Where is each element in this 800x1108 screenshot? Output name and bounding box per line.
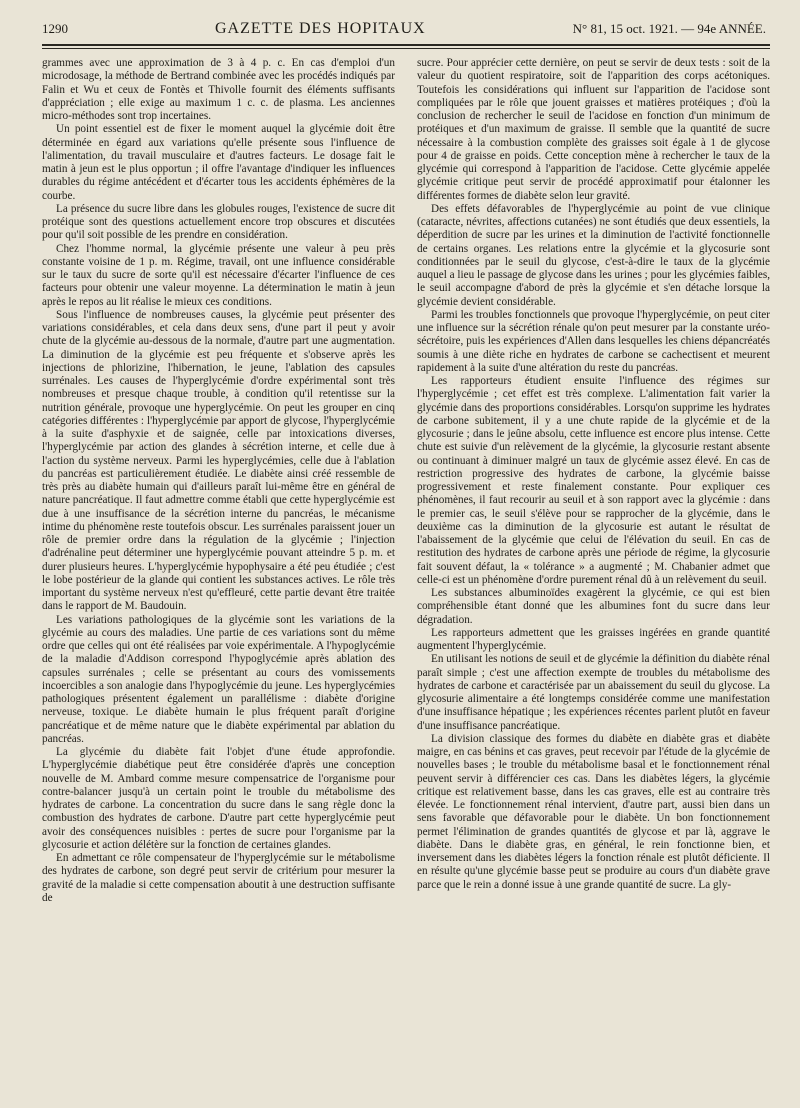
text-columns xyxy=(42,57,770,905)
paragraph: Des effets défavorables de l'hyperglycémie au point de vue clinique (cataracte, névrites, affections cutanées) ne sont étudiés que deux essentiels, la déperdition de sucre par les urines et la diminution de l'activité fonctionnelle de certains organes. Les relations entre la glycémie et la glycosurie sont conditionnées par le seuil du glycose, c'est-à-dire le taux de la glycémie auquel a lieu le passage de glycose dans les urines ; pour les glycémies faibles, le seuil accompagne d'abord de près la glycémie et s'en détache lorsque la glycémie devient considérable. xyxy=(417,202,770,308)
paragraph: Sous l'influence de nombreuses causes, la glycémie peut présenter des variations considérables, et cela dans deux sens, d'une part il peut y avoir chute de la glycémie au-dessous de la normale, d'autre part une augmentation. La diminution de la glycémie est peu fréquente et s'observe après les injections de phlorizine, l'hibernation, le jeune, l'ablation des capsules surrénales. Les causes de l'hyperglycémie d'ordre expérimental sont très nombreuses et presque chaque trouble, à condition qu'il retentisse sur la nutrition générale, provoque une hyperglycémie. On peut les grouper en cinq catégories différentes : l'hyperglycémie par apport de glycose, l'hyperglycémie à la suite d'asphyxie et de saignée, celle par intoxications diverses, l'hyperglycémie par action des glandes à sécrétion interne, et celle due à l'action du système nerveux. Parmi les hyperglycémies, celle due à l'ablation du pancréas est particulièrement étudiée. Le diabète ainsi créé ressemble de très près au diabète humain qui d'ailleurs paraît lui-même être en général de nature pancréatique. Il faut admettre comme établi que cette hyperglycémie est due à une insuffisance de la sécrétion interne du pancréas, le mécanisme intime du phénomène reste toutefois obscur. Les surrénales paraissent jouer un rôle de premier ordre dans la régulation de la glycémie ; l'injection d'adrénaline peut déterminer une hyperglycémie pouvant atteindre 5 p. m. et durer plusieurs heures. L'hyperglycémie hypophysaire a été peu étudiée ; c'est le lobe postérieur de la glande qui contient les substances actives. Le rôle très important du système nerveux n'est qu'effleuré, cette partie devant être traitée dans le rapport de M. Baudouin. xyxy=(42,308,395,613)
header-rule xyxy=(42,44,770,49)
paragraph: La division classique des formes du diabète en diabète gras et diabète maigre, en cas bénins et cas graves, peut recevoir par l'étude de la glycémie de nouvelles bases ; le trouble du métabolisme basal et le fonctionnement rénal peuvent servir à différencier ces cas. Dans les diabètes légers, la glycémie critique est relativement basse, dans les cas graves, elle est au contraire très élevée. Le fonctionnement rénal intervient, d'autre part, aussi bien dans un sens favorable que défavorable pour le diabète. Un bon fonctionnement permet l'élimination de grandes quantités de glycose et par là, aggrave le diabète. Dans le diabète gras, en général, le rein fonctionne bien, et inversement dans les diabètes légers la fonction rénale est plutôt déficiente. Il en résulte qu'une glycémie basse peut se produire au cours d'un diabète grave parce que le rein a donné issue à une grande quantité de sucre. La gly- xyxy=(417,732,770,891)
page-header xyxy=(42,20,770,44)
paragraph: En admettant ce rôle compensateur de l'hyperglycémie sur le métabolisme des hydrates de carbone, son degré peut servir de critérium pour mesurer la gravité de la maladie si cette compensation aboutit à une destruction suffisante de xyxy=(42,852,395,904)
paragraph: Chez l'homme normal, la glycémie présente une valeur à peu près constante voisine de 1 p. m. Régime, travail, ont une influence considérable sur le taux du sucre de sorte qu'il est nécessaire d'écarter l'influence de ces facteurs pour obtenir une valeur moyenne. La détermination le matin à jeun après le repos au lit réalise le mieux ces conditions. xyxy=(42,242,395,308)
left-column xyxy=(42,57,395,905)
paragraph: grammes avec une approximation de 3 à 4 p. c. En cas d'emploi d'un microdosage, la méthode de Bertrand combinée avec les procédés indiqués par Falin et Wu et ceux de Fontès et Thivolle fournit des éléments suffisants d'appréciation ; elle exige au maximum 1 c. c. de plasma. Les anciennes micro-méthodes sont trop incertaines. xyxy=(42,57,395,122)
journal-title: GAZETTE DES HOPITAUX xyxy=(214,20,426,37)
paragraph: Parmi les troubles fonctionnels que provoque l'hyperglycémie, on peut citer une influence sur la sécrétion rénale qu'on peut mesurer par la constante uréo-sécrétoire, puis les expériences d'Allen dans lesquelles les chiens dépancréatés soumis à une diète riche en hydrates de carbone se cachectisent et meurent rapidement à la suite d'une altération du reste du pancréas. xyxy=(417,308,770,374)
paragraph: Les variations pathologiques de la glycémie sont les variations de la glycémie au cours des maladies. Une partie de ces variations sont du même ordre que celles qui ont été réalisées par voie expérimentale. A l'hypoglycémie de la maladie d'Addison correspond l'hypoglycémie après ablation des capsules surrénales ; celle se présentant au cours des vomissements incoercibles a son analogie dans l'hypoglycémie du jeune. Les hyperglycémies pathologiques présentent également un parallélisme : diabète d'origine nerveuse, toxique. Le diabète humain le plus fréquent paraît d'origine pancréatique et de même nature que le diabète expérimental par ablation du pancréas. xyxy=(42,613,395,745)
paragraph: Un point essentiel est de fixer le moment auquel la glycémie doit être déterminée en égard aux variations qu'elle présente sous l'influence de l'alimentation, du travail musculaire et d'autres facteurs. Le dosage fait le matin à jeun est le plus opportun ; il offre l'avantage d'indiquer les influences durables du régime antécédent et d'écarter tous les accidents éphémères de la courbe. xyxy=(42,123,395,202)
right-column xyxy=(417,57,770,905)
page-number: 1290 xyxy=(42,21,68,36)
paragraph: La glycémie du diabète fait l'objet d'une étude approfondie. L'hyperglycémie diabétique peut être considérée d'après une conception nouvelle de M. Ambard comme mesure compensatrice de l'organisme pour contre-balancer jusqu'à un certain point le trouble du métabolisme des hydrates de carbone. La concentration du sucre dans le sang règle donc la combustion des hydrates de carbone. D'autre part cette hyperglycémie peut avoir des conséquences nuisibles : pertes de sucre pour l'organisme par la glycosurie et action délétère sur la fonction de certaines glandes. xyxy=(42,746,395,851)
issue-info: N° 81, 15 oct. 1921. — 94e ANNÉE. xyxy=(572,21,766,36)
paragraph: Les substances albuminoïdes exagèrent la glycémie, ce qui est bien compréhensible étant donné que les albumines font du sucre dans leur dégradation. xyxy=(417,587,770,626)
paragraph: Les rapporteurs admettent que les graisses ingérées en grande quantité augmentent l'hyperglycémie. xyxy=(417,626,770,652)
paragraph: Les rapporteurs étudient ensuite l'influence des régimes sur l'hyperglycémie ; cet effet est très complexe. L'alimentation fait varier la glycémie dans des proportions considérables. Lorsqu'on supprime les hydrates de carbone subitement, il y a une chute rapide de la glycémie et de la glycosurie ; dans le jeûne absolu, cette influence est encore plus intense. Cette chute est suivie d'un relèvement de la glycémie, la glycosurie restant absente ou continuant à diminuer malgré un taux de glycémie assez élevé. En cas de restriction progressive des hydrates de carbone, la glycémie baisse progressivement et reste finalement constante. Pour expliquer ces phénomènes, il faut recourir au seuil et à son rapport avec la glycémie : dans le premier cas, le seuil s'élève pour se rapprocher de la glycémie, dans le deuxième cas la diminution de la glycosurie est autant le résultat de l'abaissement de la glycémie que celui de l'élévation du seuil. En cas de restitution des hydrates de carbone après une période de régime, la glycosurie fait souvent défaut, la « tolérance » a augmenté ; M. Chabanier admet que celle-ci est un phénomène d'ordre purement rénal dû à un relèvement du seuil. xyxy=(417,375,770,586)
paragraph: En utilisant les notions de seuil et de glycémie la définition du diabète rénal paraît simple ; c'est une affection exempte de troubles du métabolisme des hydrates de carbone et caractérisée par un abaissement du seuil du glycose. La glycosurie alimentaire a été longtemps considérée comme une manifestation d'une insuffisance hépatique ; les expériences récentes parlent plutôt en faveur d'une insuffisance pancréatique. xyxy=(417,653,770,732)
paragraph: sucre. Pour apprécier cette dernière, on peut se servir de deux tests : soit de la valeur du quotient respiratoire, soit de l'apparition des corps acétoniques. Toutefois les considérations qui influent sur l'apparition de l'acidose sont compliquées par le rôle que jouent graisses et matières protéiques ; d'où la conclusion de rechercher le seuil de l'acidose en fonction d'un minimum de protéiques et d'un maximum de graisse. Il semble que la quantité de sucre nécessaire à la combustion complète des graisses soit égale à 1 de glycose pour 4 de graisse en poids. Cette conception mène à rechercher le taux de la glycémie qui correspond à l'apparition de l'acidose. Cette glycémie appelée glycémie critique peut servir de procédé approximatif pour étalonner les différentes formes de diabète selon leur gravité. xyxy=(417,57,770,202)
paragraph: La présence du sucre libre dans les globules rouges, l'existence de sucre dit protéique sont des questions actuellement encore trop obscures et discutées pour qu'il soit possible de les prendre en considération. xyxy=(42,202,395,242)
